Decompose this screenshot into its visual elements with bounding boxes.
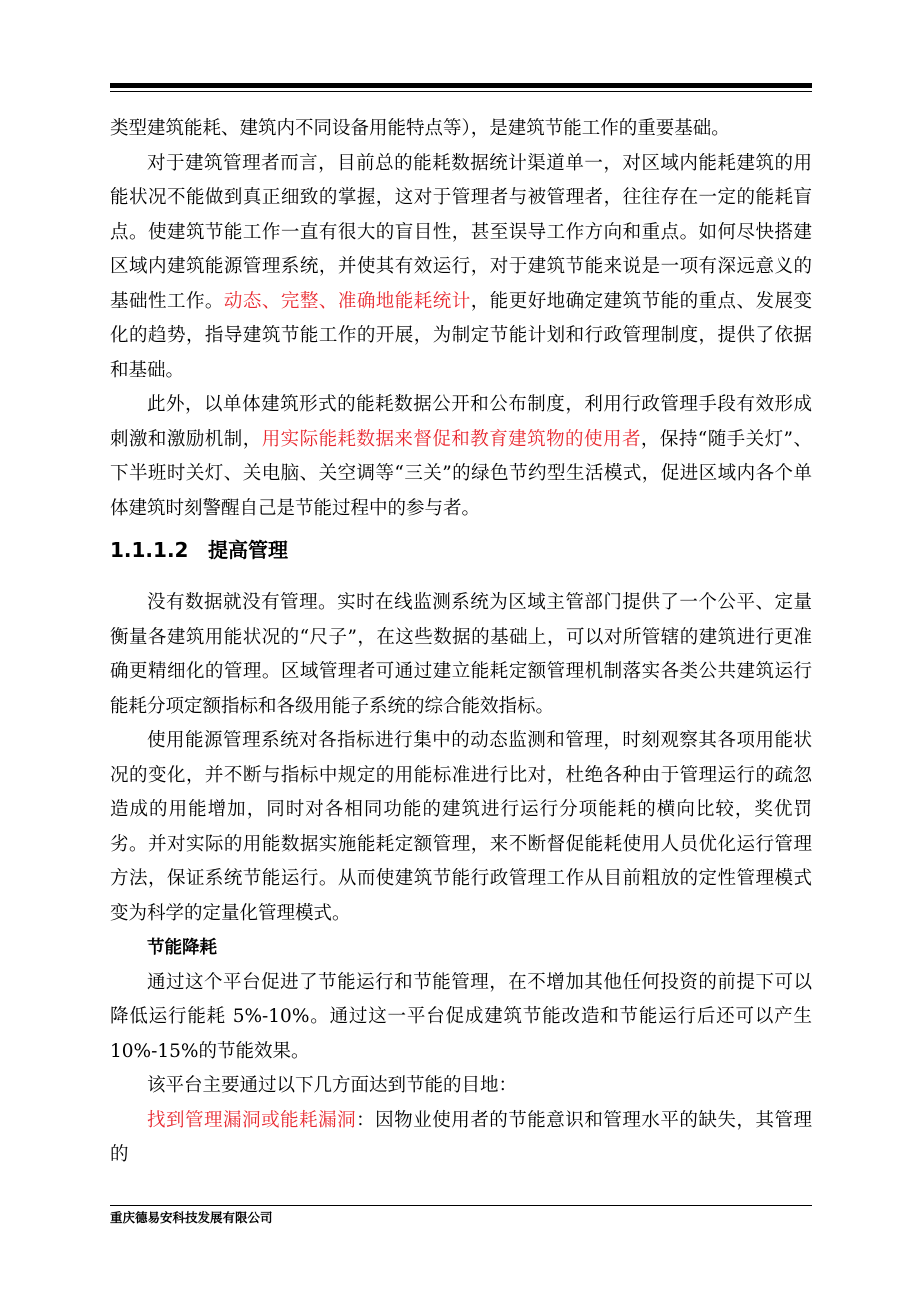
paragraph-continuation: 类型建筑能耗、建筑内不同设备用能特点等），是建筑节能工作的重要基础。 <box>110 118 730 139</box>
paragraph-find-loopholes: 找到管理漏洞或能耗漏洞：因物业使用者的节能意识和管理水平的缺失，其管理的 <box>110 1109 812 1165</box>
highlight-dynamic-statistics: 动态、完整、准确地能耗统计 <box>223 290 471 312</box>
header-rule-thick <box>110 83 812 88</box>
subheading-energy-saving: 节能降耗 <box>147 938 217 958</box>
body-section-1 <box>110 112 812 526</box>
header-rule-thin <box>110 91 812 92</box>
paragraph-platform-aspects: 该平台主要通过以下几方面达到节能的目地： <box>147 1075 518 1096</box>
highlight-find-loopholes: 找到管理漏洞或能耗漏洞 <box>147 1109 357 1131</box>
section-heading <box>110 532 288 568</box>
body-section-2 <box>110 586 812 1173</box>
highlight-supervise-users: 用实际能耗数据来督促和教育建筑物的使用者 <box>261 428 641 450</box>
paragraph-no-data: 没有数据就没有管理。实时在线监测系统为区域主管部门提供了一个公平、定量衡量各建筑用能状况的“尺子”，在这些数据的基础上，可以对所管辖的建筑进行更准确更精细化的管理。区域管理者可通过建立能耗定额管理机制落实各类公共建筑运行能耗分项定额指标和各级用能子系统的综合能效指标。 <box>110 592 812 717</box>
section-number: 1.1.1.2 <box>110 538 189 562</box>
footer-company-name: 重庆德易安科技发展有限公司 <box>110 1210 273 1225</box>
section-title: 提高管理 <box>208 538 288 562</box>
footer-rule <box>110 1205 812 1206</box>
paragraph-statistics: 对于建筑管理者而言，目前总的能耗数据统计渠道单一，对区域内能耗建筑的用能状况不能做到真正细致的掌握，这对于管理者与被管理者，往往存在一定的能耗盲点。使建筑节能工作一直有很大的盲目性，甚至误导工作方向和重点。如何尽快搭建区域内建筑能源管理系统，并使其有效运行，对于建筑节能来说是一项有深远意义的基础性工作。动态、完整、准确地能耗统计，能更好地确定建筑节能的重点、发展变化的趋势，指导建筑节能工作的开展，为制定节能计划和行政管理制度，提供了依据和基础。 <box>110 152 812 381</box>
paragraph-disclosure: 此外，以单体建筑形式的能耗数据公开和公布制度，利用行政管理手段有效形成刺激和激励机制，用实际能耗数据来督促和教育建筑物的使用者，保持“随手关灯”、下半班时关灯、关电脑、关空调等“三关”的绿色节约型生活模式，促进区域内各个单体建筑时刻警醒自己是节能过程中的参与者。 <box>110 394 812 519</box>
paragraph-monitoring: 使用能源管理系统对各指标进行集中的动态监测和管理，时刻观察其各项用能状况的变化，并不断与指标中规定的用能标准进行比对，杜绝各种由于管理运行的疏忽造成的用能增加，同时对各相同功能的建筑进行运行分项能耗的横向比较，奖优罚劣。并对实际的用能数据实施能耗定额管理，来不断督促能耗使用人员优化运行管理方法，保证系统节能运行。从而使建筑节能行政管理工作从目前粗放的定性管理模式变为科学的定量化管理模式。 <box>110 730 812 924</box>
paragraph-platform-savings: 通过这个平台促进了节能运行和节能管理，在不增加其他任何投资的前提下可以降低运行能耗 5%-10%。通过这一平台促成建筑节能改造和节能运行后还可以产生10%-15%的节能效果。 <box>110 971 812 1062</box>
